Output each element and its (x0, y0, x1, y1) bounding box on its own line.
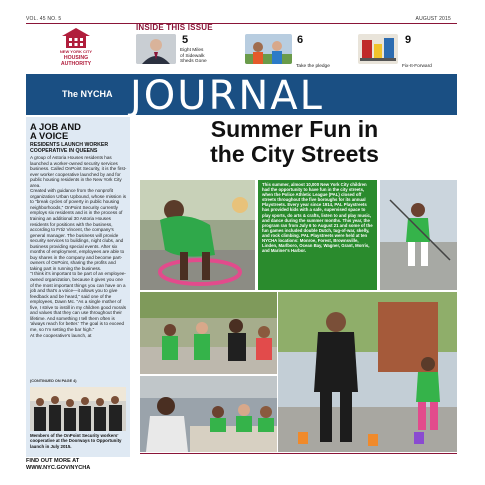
teaser-page-6[interactable] (245, 34, 345, 72)
issue-date: AUGUST 2015 (415, 16, 451, 22)
headline-line: A JOB AND (30, 121, 81, 132)
headline-line: the City Streets (210, 141, 379, 167)
sidebar-subhead (30, 142, 128, 154)
masthead-title: JOURNAL (130, 73, 324, 119)
onpoint-group-photo (30, 387, 126, 431)
main-story-intro: This summer, almost 10,000 New York City children had the opportunity to have fun in the city streets, when the Police Athletic League (PAL) closed off streets throughout the five boroughs for its annual Playstreets. Every year since 1914, PAL Playstreets has provided kids with a safe, supervised space to play sports, do arts & crafts, listen to and play music, and dance during the summer months. This year, the program ran from July 6 to August 21 and some of the fun games included double Dutch, tug-of-war, skelly, and rock climbing. PAL Playstreets were held at ten NYCHA locations: Monroe, Forest, Brownsville, Linden, Marlboro, Ocean Bay, Wagner, Grant, Morris, and Mariner's Harbor. (258, 180, 377, 290)
subhead-line: COOPERATIVE IN QUEENS (30, 148, 98, 154)
teaser-page-number: 6 (297, 34, 304, 46)
teaser-caption: Fix-It-Forward (402, 64, 432, 69)
photo-kid-jumping (380, 180, 457, 290)
journal-masthead (26, 73, 457, 119)
photo-coach-and-kids (278, 292, 457, 452)
left-sidebar-story (26, 117, 130, 457)
nycha-logo (45, 28, 107, 72)
logo-text (45, 49, 107, 68)
caption-line: Eight Miles (180, 48, 204, 53)
bottom-divider (140, 453, 457, 454)
footer-url: WWW.NYC.GOV/NYCHA (26, 465, 91, 471)
main-headline (132, 117, 457, 167)
teaser-photo (358, 34, 398, 64)
photo-caption: Members of the OnPoint Security workers' cooperative at the Doorways to Opportunity launch in July 2015. (30, 433, 122, 449)
teaser-page-number: 9 (405, 34, 412, 46)
logo-line: HOUSING (63, 55, 89, 62)
subhead-line: RESIDENTS LAUNCH WORKER (30, 142, 109, 148)
footer-line: FIND OUT MORE AT (26, 458, 80, 464)
teaser-caption (180, 48, 207, 65)
headline-line: Summer Fun in (210, 116, 379, 142)
caption-line: of Sidewalk (180, 53, 205, 59)
website-link[interactable] (26, 458, 90, 472)
inside-issue-title: INSIDE THIS ISSUE (136, 23, 213, 32)
masthead-prefix: The NYCHA (62, 89, 113, 99)
caption-line: Sheds Gone (180, 59, 207, 65)
top-divider (26, 23, 457, 24)
issue-volume: VOL. 45 NO. 5 (26, 16, 62, 22)
teaser-caption: Take the pledge (296, 64, 330, 69)
house-icon (62, 28, 90, 48)
teaser-photo (136, 34, 176, 64)
sidebar-headline (30, 122, 81, 141)
logo-line: AUTHORITY (60, 61, 92, 68)
teaser-page-5[interactable] (136, 34, 240, 72)
logo-line: NEW YORK CITY (59, 49, 93, 54)
photo-girl-playing (140, 180, 255, 290)
teaser-page-number: 5 (182, 34, 189, 46)
sidebar-body-text: A group of Astoria Houses residents has launched a worker-owned security services business. Called OnPoint Security, it is the first-ever worker cooperative launched by and for public housing residents in the New York City area. Created with guidance from the nonprofit organization Urban Upbound, whose mission is to "break cycles of poverty in public housing neighborhoods," OnPoint Security currently employs six residents and is in the process of training an additional 30 Astoria Houses residents for positions with the business, according to Frtiz Vincent, the company's general manager. The business will provide security services to buildings, night clubs, and business providing special events. After six months of employment, employees are able to buy shares in the company and become part-owners of OnPoint, sharing the profits and taking part in running the business. "I think it's important to be part of an employee-owned organization, because it gives you one of the most important things you can have on a job and that's a voice—it allows you to give feedback and be heard," said one of the employees, Dawn Mc. "As a single mother of five, I strive to instill in my children good morals and values that they can use throughout their lifetime. And something I tell them often is 'always reach for better.' The goal is to exceed me, so I'm setting the bar high." At the cooperative's launch, at (30, 155, 127, 338)
photo-crafts-table (140, 376, 277, 452)
photo-kids-outdoors (140, 292, 277, 374)
continued-note: (CONTINUED ON PAGE 4) (30, 379, 77, 383)
teaser-page-9[interactable] (358, 34, 458, 72)
headline-line: A VOICE (30, 130, 69, 142)
teaser-photo (245, 34, 292, 64)
